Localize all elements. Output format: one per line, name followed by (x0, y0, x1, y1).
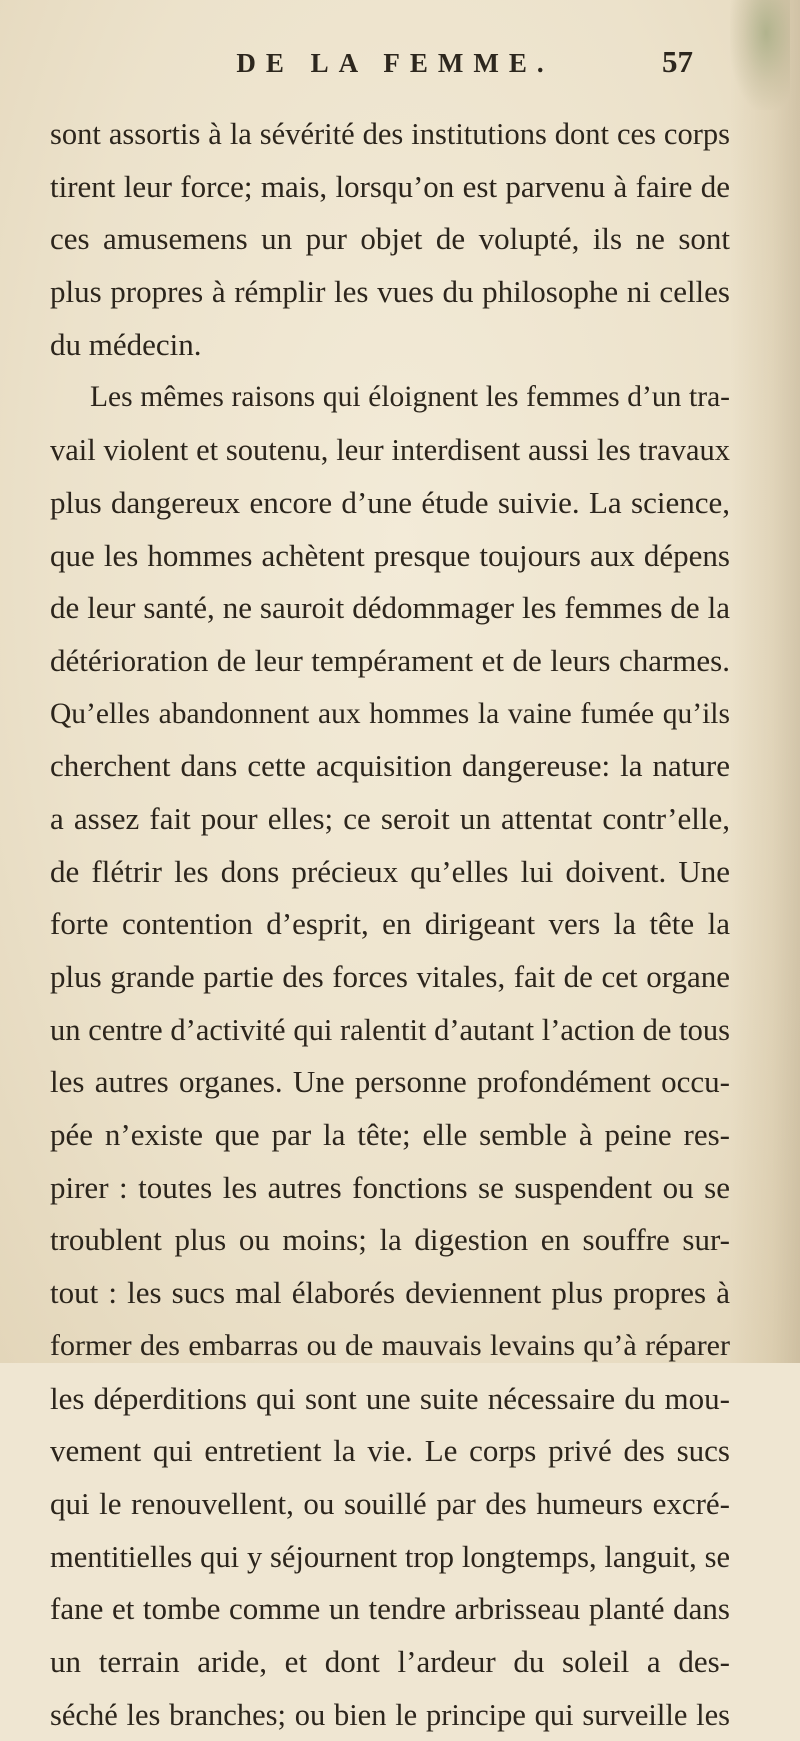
text-line: Qu’elles abandonnent aux hommes la vaine fumée qu’ils (50, 697, 730, 730)
text-line: pée n’existe que par la tête; elle semble à peine res- (50, 1117, 730, 1153)
text-line: plus grande partie des forces vitales, fait de cet organe (50, 959, 730, 994)
text-line: troublent plus ou moins; la digestion en souffre sur- (50, 1222, 730, 1258)
text-line: former des embarras ou de mauvais levains qu’à réparer (50, 1328, 730, 1362)
text-line: vement qui entretient la vie. Le corps privé des sucs (50, 1433, 730, 1469)
text-line: un centre d’activité qui ralentit d’autant l’action de tous (50, 1012, 730, 1047)
text-line: a assez fait pour elles; ce seroit un attentat contr’elle, (50, 800, 730, 836)
text-line: fane et tombe comme un tendre arbrisseau planté dans (50, 1591, 730, 1627)
text-line: tout : les sucs mal élaborés deviennent plus propres à (50, 1275, 730, 1311)
text-line: ces amusemens un pur objet de volupté, ils ne sont (50, 221, 730, 257)
text-line: les autres organes. Une personne profondément occu- (50, 1064, 730, 1100)
text-line: tirent leur force; mais, lorsqu’on est parvenu à faire de (50, 168, 730, 204)
text-line: détérioration de leur tempérament et de leurs charmes. (50, 642, 730, 678)
text-line: sont assortis à la sévérité des institutions dont ces corps (50, 117, 730, 151)
text-line: du médecin. (50, 326, 202, 362)
paper-stain (730, 0, 790, 110)
text-line: un terrain aride, et dont l’ardeur du soleil a des- (50, 1643, 730, 1679)
text-line: qui le renouvellent, ou souillé par des humeurs excré- (50, 1485, 730, 1521)
page-header (97, 44, 693, 88)
page-edge-shadow (730, 0, 800, 1363)
text-line: Les mêmes raisons qui éloignent les femmes d’un tra- (90, 381, 730, 414)
text-line: plus propres à rémplir les vues du philosophe ni celles (50, 274, 730, 310)
text-line: plus dangereux encore d’une étude suivie. La science, (50, 484, 730, 520)
text-line: pirer : toutes les autres fonctions se suspendent ou se (50, 1169, 730, 1205)
text-line: forte contention d’esprit, en dirigeant vers la tête la (50, 906, 730, 942)
text-line: cherchent dans cette acquisition dangereuse: la nature (50, 748, 730, 784)
text-line: que les hommes achètent presque toujours aux dépens (50, 537, 730, 573)
text-line: de flétrir les dons précieux qu’elles lui doivent. Une (50, 853, 730, 889)
text-line: mentitielles qui y séjournent trop longtemps, languit, se (50, 1539, 730, 1574)
body-text (50, 108, 730, 1741)
text-line: de leur santé, ne sauroit dédommager les femmes de la (50, 590, 730, 626)
text-line: séché les branches; ou bien le principe qui surveille les (50, 1697, 730, 1732)
text-line: vail violent et soutenu, leur interdisent aussi les travaux (50, 433, 730, 468)
text-line: les déperditions qui sont une suite nécessaire du mou- (50, 1380, 730, 1416)
running-title: DE LA FEMME. (236, 48, 554, 78)
page-number: 57 (662, 44, 693, 79)
